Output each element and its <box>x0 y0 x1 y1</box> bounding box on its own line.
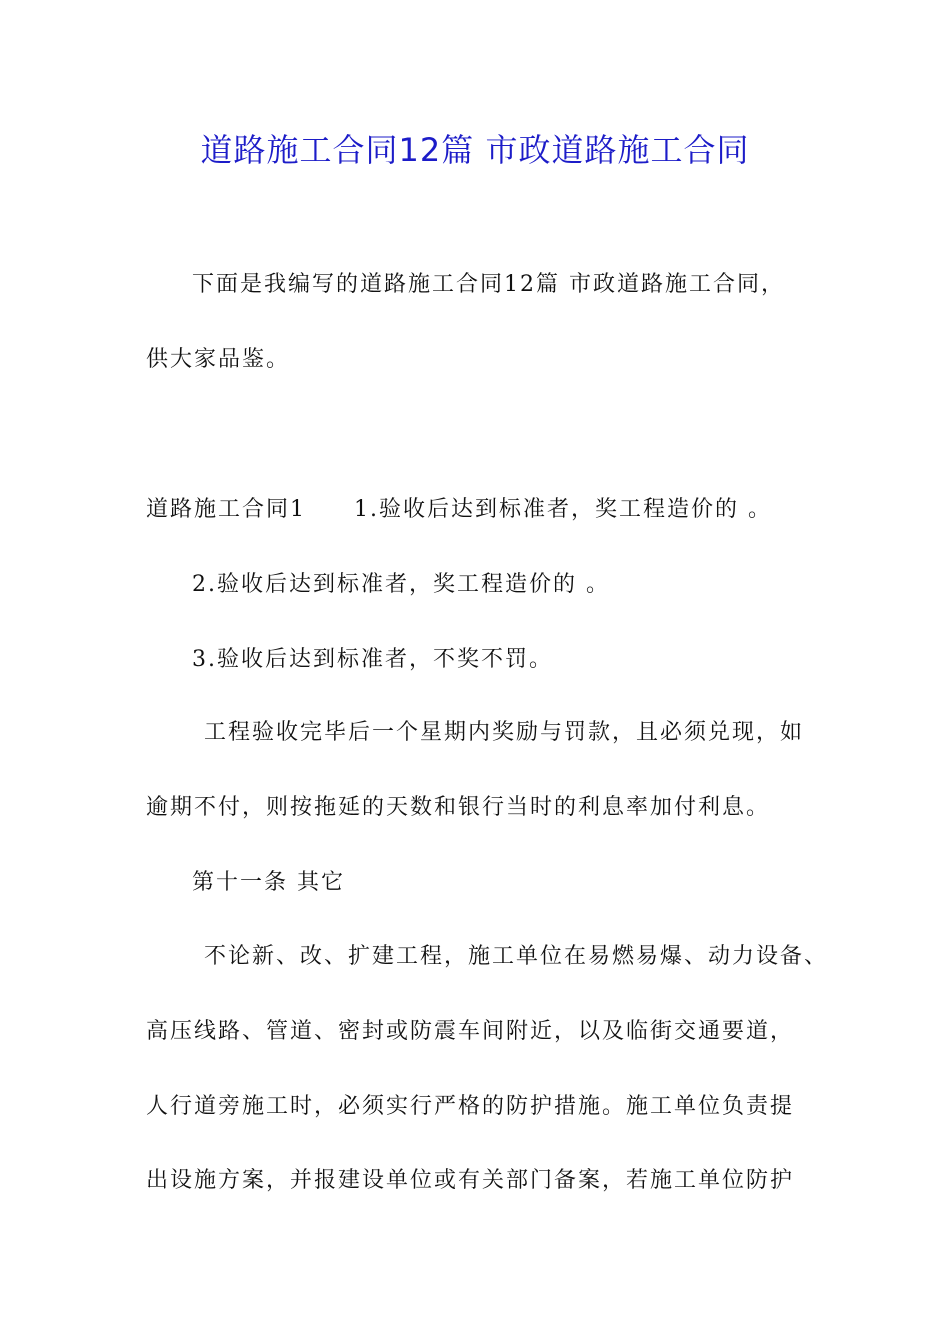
paragraph-line: 逾期不付，则按拖延的天数和银行当时的利息率加付利息。 <box>146 795 771 820</box>
paragraph-line: 人行道旁施工时，必须实行严格的防护措施。施工单位负责提 <box>146 1094 795 1119</box>
paragraph-line: 工程验收完毕后一个星期内奖励与罚款，且必须兑现，如 <box>204 720 805 745</box>
intro-line-2: 供大家品鉴。 <box>146 347 291 372</box>
paragraph-line: 不论新、改、扩建工程，施工单位在易燃易爆、动力设备、 <box>204 944 829 969</box>
intro-line-1: 下面是我编写的道路施工合同12篇 市政道路施工合同， <box>192 272 785 297</box>
clause-item-3: 3.验收后达到标准者，不奖不罚。 <box>192 647 553 672</box>
document-title: 道路施工合同12篇 市政道路施工合同 <box>200 131 750 169</box>
clause-item-2: 2.验收后达到标准者，奖工程造价的 。 <box>192 572 610 597</box>
paragraph-line: 出设施方案，并报建设单位或有关部门备案，若施工单位防护 <box>146 1168 795 1193</box>
article-heading: 第十一条 其它 <box>192 870 345 895</box>
contract-heading-line: 道路施工合同1 1.验收后达到标准者，奖工程造价的 。 <box>146 497 772 522</box>
paragraph-line: 高压线路、管道、密封或防震车间附近，以及临街交通要道， <box>146 1019 795 1044</box>
